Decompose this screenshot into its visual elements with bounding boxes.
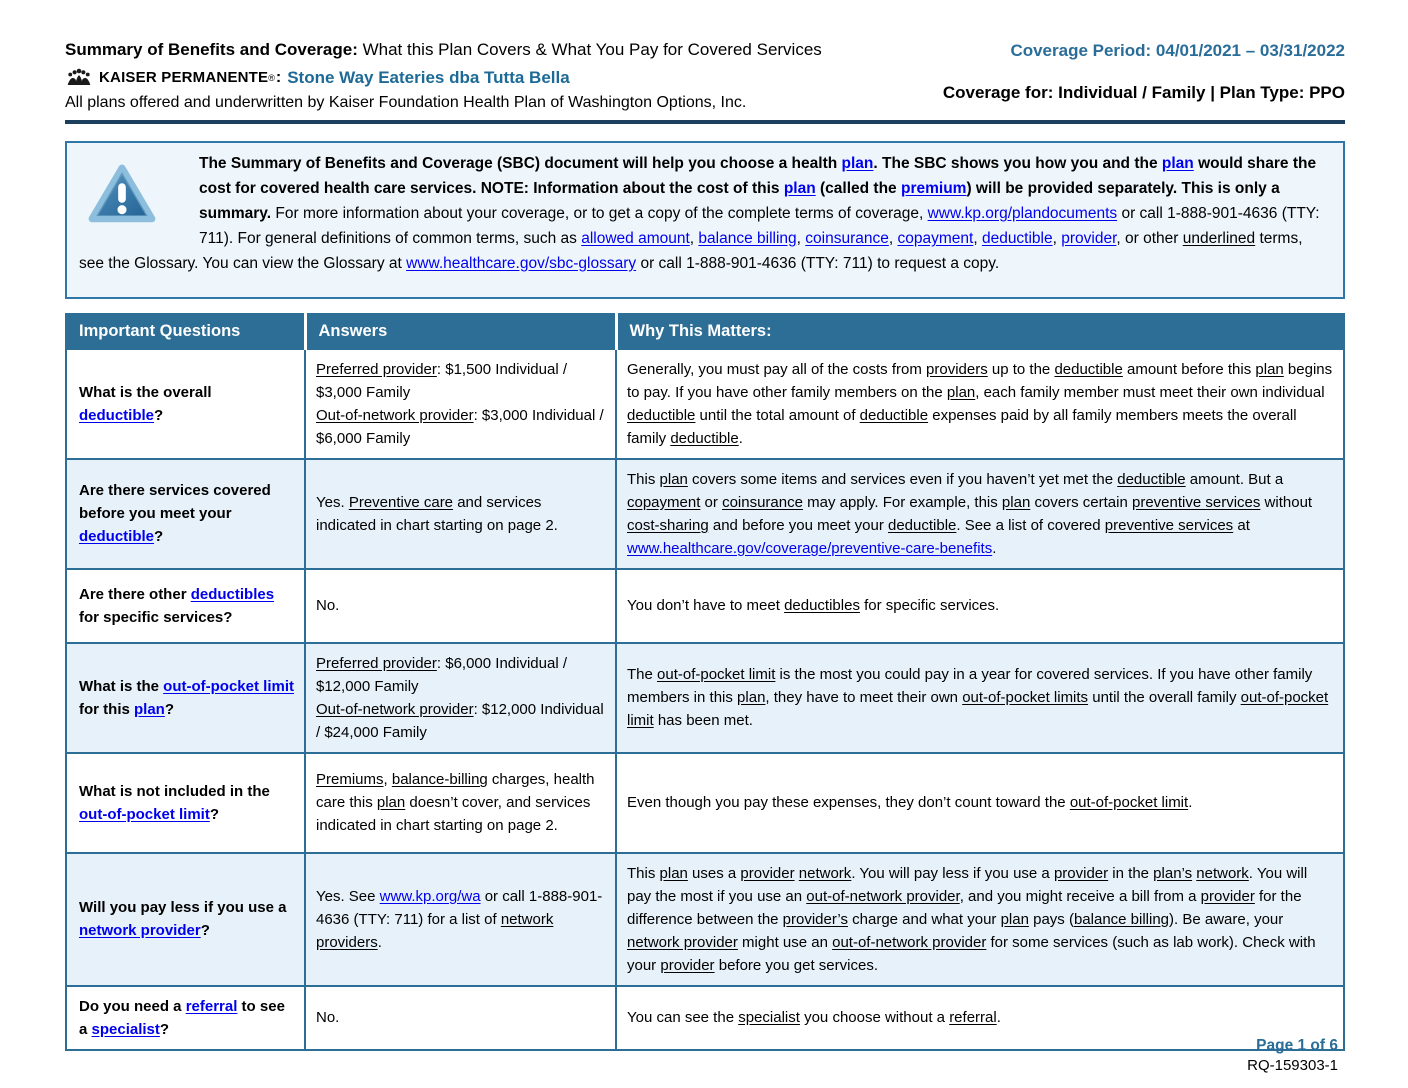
table-row — [66, 753, 1344, 853]
why-cell: Even though you pay these expenses, they don’t count toward the out-of-pocket limit. — [616, 753, 1344, 853]
glossary-link[interactable]: balance billing — [698, 229, 797, 247]
column-header-important-questions: Important Questions — [66, 314, 305, 349]
coverage-period: Coverage Period: 04/01/2021 – 03/31/2022 — [1010, 41, 1345, 60]
important-questions-table — [65, 313, 1345, 1051]
answer-cell: Preferred provider: $6,000 Individual / $12,000 Family Out-of-network provider: $12,000 Individual / $24,000 Family — [305, 643, 616, 753]
brand-separator: : — [275, 68, 282, 86]
document-id: RQ-159303-1 — [1247, 1057, 1338, 1074]
table-row — [66, 349, 1344, 459]
question-cell: Do you need a referral to see a specialist? — [66, 986, 305, 1050]
glossary-link[interactable]: deductibles — [190, 585, 275, 603]
table-row — [66, 853, 1344, 986]
brand-name: KAISER PERMANENTE — [99, 69, 269, 87]
glossary-link[interactable]: deductible — [981, 229, 1053, 247]
glossary-link[interactable]: www.healthcare.gov/sbc-glossary — [406, 254, 637, 272]
glossary-link[interactable]: plan — [841, 154, 874, 172]
why-cell: Generally, you must pay all of the costs from providers up to the deductible amount before this plan begins to pay. If you have other family members on the plan, each family member must meet their own individual deductible until the total amount of deductible expenses paid by all family members meets the overall family deductible. — [616, 349, 1344, 459]
glossary-link[interactable]: www.kp.org/wa — [379, 887, 481, 905]
why-cell: This plan uses a provider network. You will pay less if you use a provider in the plan’s network. You will pay the most if you use an out-of-network provider, and you might receive a bill from a provider for the difference between the provider’s charge and what your plan pays (balance billing). Be aware, your network provider might use an out-of-network provider for some services (such as lab work). Check with your provider before you get services. — [616, 853, 1344, 986]
why-cell: You can see the specialist you choose without a referral. — [616, 986, 1344, 1050]
table-row — [66, 569, 1344, 643]
glossary-link[interactable]: network provider — [79, 922, 201, 940]
question-cell: What is the overall deductible? — [66, 349, 305, 459]
glossary-link[interactable]: plan — [134, 700, 165, 718]
title-bold: Summary of Benefits and Coverage: — [65, 40, 358, 59]
glossary-link[interactable]: deductible — [79, 406, 155, 424]
warning-icon — [87, 161, 157, 230]
table-row — [66, 986, 1344, 1050]
question-cell: Will you pay less if you use a network provider? — [66, 853, 305, 986]
question-cell: Are there other deductibles for specific services? — [66, 569, 305, 643]
glossary-link[interactable]: plan — [1161, 154, 1194, 172]
glossary-link[interactable]: www.kp.org/plandocuments — [927, 204, 1118, 222]
answer-cell: No. — [305, 569, 616, 643]
underwriter-line: All plans offered and underwritten by Kaiser Foundation Health Plan of Washington Options, Inc. — [65, 93, 747, 111]
header-left — [65, 38, 905, 112]
intro-paragraph: The Summary of Benefits and Coverage (SBC) document will help you choose a health plan. The SBC shows you how you and the plan would share the cost for covered health care services. NOTE: Information about the cost of this plan (called the premium) will be provided separately. This is only a summary. For more information about your coverage, or to get a copy of the complete terms of coverage, www.kp.org/plandocuments or call 1-888-901-4636 (TTY: 711). For general definitions of common terms, such as allowed amount, balance billing, coinsurance, copayment, deductible, provider, or other underlined terms, see the Glossary. You can view the Glossary at www.healthcare.gov/sbc-glossary or call 1-888-901-4636 (TTY: 711) to request a copy. — [79, 154, 1320, 272]
header-right — [943, 38, 1345, 103]
title-rest: What this Plan Covers & What You Pay for Covered Services — [357, 40, 822, 59]
why-cell: You don’t have to meet deductibles for specific services. — [616, 569, 1344, 643]
column-header-why-this-matters: Why This Matters: — [616, 314, 1344, 349]
glossary-link[interactable]: referral — [185, 997, 238, 1015]
brand-line — [65, 67, 905, 89]
kaiser-permanente-logo-icon — [65, 67, 93, 89]
glossary-link[interactable]: provider — [1061, 229, 1117, 247]
page-footer — [1247, 1037, 1338, 1074]
why-cell: This plan covers some items and services even if you haven’t yet met the deductible amount. But a copayment or coinsurance may apply. For example, this plan covers certain preventive services without cost-sharing and before you meet your deductible. See a list of covered preventive services at www.healthcare.gov/coverage/preventive-care-benefits. — [616, 459, 1344, 569]
table-row — [66, 643, 1344, 753]
answer-cell: Yes. Preventive care and services indicated in chart starting on page 2. — [305, 459, 616, 569]
glossary-link[interactable]: premium — [900, 179, 967, 197]
glossary-link[interactable]: plan — [783, 179, 816, 197]
glossary-link[interactable]: coinsurance — [805, 229, 889, 247]
answer-cell: Preferred provider: $1,500 Individual / $3,000 Family Out-of-network provider: $3,000 Individual / $6,000 Family — [305, 349, 616, 459]
coverage-for: Coverage for: Individual / Family | Plan Type: PPO — [942, 83, 1345, 102]
group-name: Stone Way Eateries dba Tutta Bella — [287, 67, 570, 87]
glossary-link[interactable]: specialist — [91, 1020, 160, 1038]
question-cell: What is the out-of-pocket limit for this plan? — [66, 643, 305, 753]
why-cell: The out-of-pocket limit is the most you could pay in a year for covered services. If you have other family members in this plan, they have to meet their own out-of-pocket limits until the overall family out-of-pocket limit has been met. — [616, 643, 1344, 753]
question-cell: Are there services covered before you meet your deductible? — [66, 459, 305, 569]
intro-callout — [65, 141, 1345, 299]
glossary-link[interactable]: www.healthcare.gov/coverage/preventive-care-benefits — [627, 539, 993, 557]
document-header — [65, 38, 1345, 112]
registered-mark: ® — [268, 72, 275, 83]
glossary-link[interactable]: copayment — [897, 229, 974, 247]
question-cell: What is not included in the out-of-pocket limit? — [66, 753, 305, 853]
answer-cell: No. — [305, 986, 616, 1050]
glossary-link[interactable]: allowed amount — [581, 229, 690, 247]
column-header-answers: Answers — [305, 314, 616, 349]
table-header-row — [66, 314, 1344, 349]
glossary-link[interactable]: out-of-pocket limit — [79, 805, 210, 823]
table-row — [66, 459, 1344, 569]
glossary-link[interactable]: out-of-pocket limit — [163, 677, 294, 695]
page-title — [65, 38, 905, 63]
glossary-link[interactable]: deductible — [79, 528, 155, 546]
page-number: Page 1 of 6 — [1256, 1037, 1338, 1054]
header-divider — [65, 120, 1345, 124]
answer-cell: Yes. See www.kp.org/wa or call 1-888-901-4636 (TTY: 711) for a list of network providers. — [305, 853, 616, 986]
answer-cell: Premiums, balance-billing charges, health care this plan doesn’t cover, and services indicated in chart starting on page 2. — [305, 753, 616, 853]
